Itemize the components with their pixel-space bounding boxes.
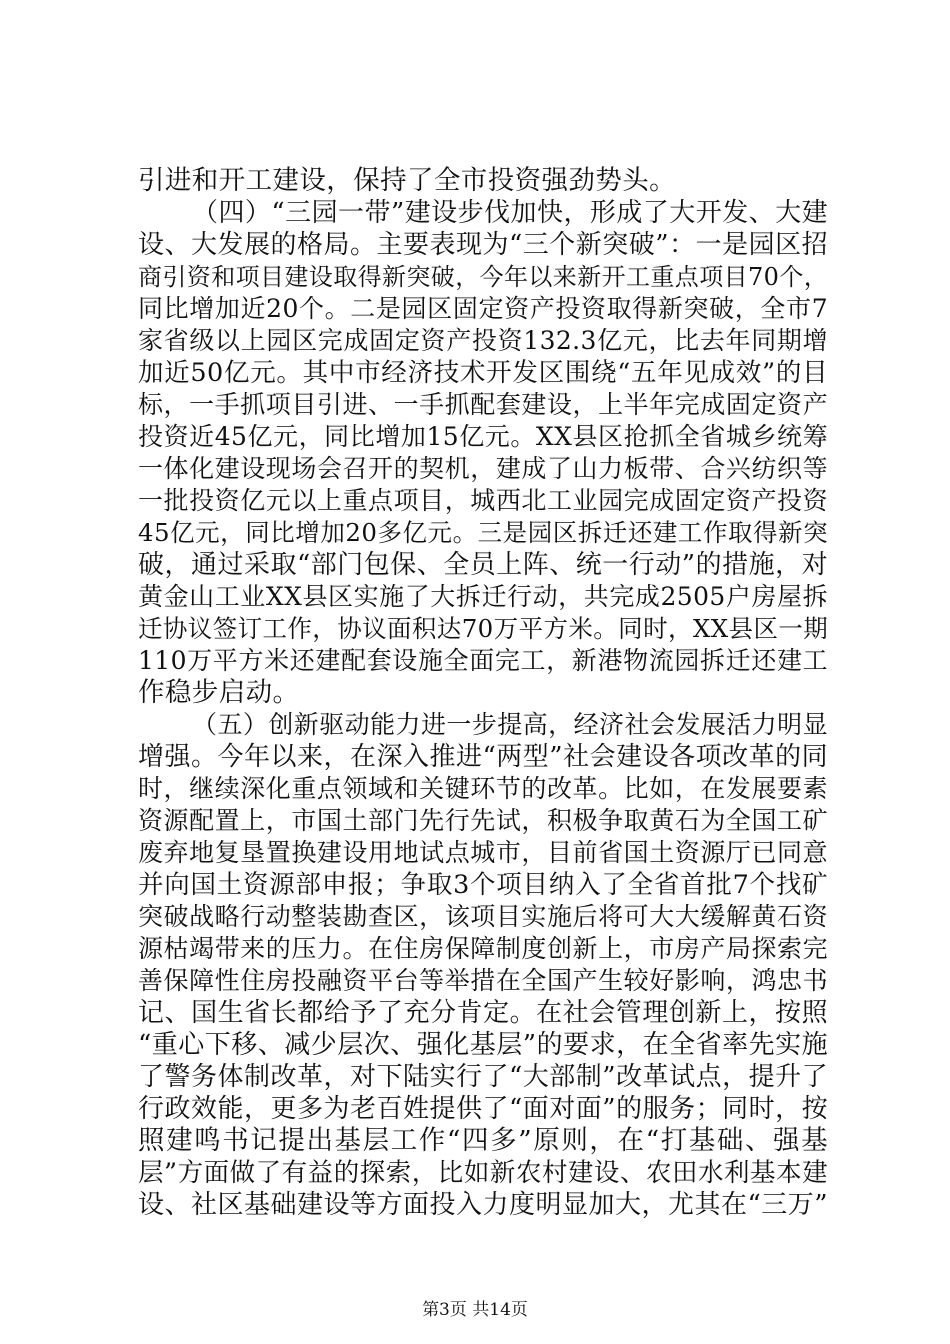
page-number-label: 第3页 共14页 xyxy=(422,1300,528,1320)
text-line: 商引资和项目建设取得新突破，今年以来新开工重点项目70个， xyxy=(138,263,829,291)
text-line: 并向国土资源部申报；争取3个项目纳入了全省首批7个找矿 xyxy=(138,870,828,900)
text-line: 突破战略行动整装勘查区，该项目实施后将可大大缓解黄石资 xyxy=(138,902,828,931)
text-line: 破，通过采取“部门包保、全员上阵、统一行动”的措施，对 xyxy=(138,550,828,580)
text-line: 加近50亿元。其中市经济技术开发区围绕“五年见成效”的目 xyxy=(138,358,828,388)
text-line: 110万平方米还建配套设施全面完工，新港物流园拆迁还建工 xyxy=(138,646,828,675)
text-line: 增强。今年以来，在深入推进“两型”社会建设各项改革的同 xyxy=(138,742,828,772)
text-line: 设、社区基础建设等方面投入力度明显加大，尤其在“三万” xyxy=(138,1190,828,1220)
text-line: 家省级以上园区完成固定资产投资132.3亿元，比去年同期增 xyxy=(138,326,828,355)
text-line: 迁协议签订工作，协议面积达70万平方米。同时，XX县区一期 xyxy=(138,614,829,643)
text-line: “重心下移、减少层次、强化基层”的要求，在全省率先实施 xyxy=(138,1030,828,1060)
text-line: 设、大发展的格局。主要表现为“三个新突破”：一是园区招 xyxy=(138,230,828,260)
text-line: 一体化建设现场会召开的契机，建成了山力板带、合兴纺织等 xyxy=(138,454,828,483)
text-line: 时，继续深化重点领域和关键环节的改革。比如，在发展要素 xyxy=(138,774,828,803)
text-line: 了警务体制改革，对下陆实行了“大部制”改革试点，提升了 xyxy=(138,1062,828,1092)
paragraph-heading-line: （四）“三园一带”建设步伐加快，形成了大开发、大建 xyxy=(192,198,828,228)
text-line: 一批投资亿元以上重点项目，城西北工业园完成固定资产投资 xyxy=(138,486,828,515)
paragraph-heading-line: （五）创新驱动能力进一步提高，经济社会发展活力明显 xyxy=(192,710,828,739)
body-text xyxy=(138,165,828,1221)
text-line: 45亿元，同比增加20多亿元。三是园区拆迁还建工作取得新突 xyxy=(138,518,828,547)
text-line: 作稳步启动。 xyxy=(138,677,300,708)
text-line: 行政效能，更多为老百姓提供了“面对面”的服务；同时，按 xyxy=(138,1094,828,1124)
text-line: 记、国生省长都给予了充分肯定。在社会管理创新上，按照 xyxy=(138,998,828,1028)
text-line: 善保障性住房投融资平台等举措在全国产生较好影响，鸿忠书 xyxy=(138,966,828,995)
text-line: 投资近45亿元，同比增加15亿元。XX县区抢抓全省城乡统筹 xyxy=(138,422,828,451)
text-line: 黄金山工业XX县区实施了大拆迁行动，共完成2505户房屋拆 xyxy=(138,582,828,611)
page-footer xyxy=(0,1300,950,1320)
text-line: 标，一手抓项目引进、一手抓配套建设，上半年完成固定资产 xyxy=(138,390,828,419)
text-line: 层”方面做了有益的探索，比如新农村建设、农田水利基本建 xyxy=(138,1158,828,1188)
text-line: 废弃地复垦置换建设用地试点城市，目前省国土资源厅已同意 xyxy=(138,838,828,867)
text-line: 同比增加近20个。二是园区固定资产投资取得新突破，全市7 xyxy=(138,294,828,323)
text-line: 源枯竭带来的压力。在住房保障制度创新上，市房产局探索完 xyxy=(138,934,828,963)
text-line: 照建鸣书记提出基层工作“四多”原则，在“打基础、强基 xyxy=(138,1125,828,1156)
text-line: 引进和开工建设，保持了全市投资强劲势头。 xyxy=(138,165,676,196)
text-line: 资源配置上，市国土部门先行先试，积极争取黄石为全国工矿 xyxy=(138,806,828,835)
